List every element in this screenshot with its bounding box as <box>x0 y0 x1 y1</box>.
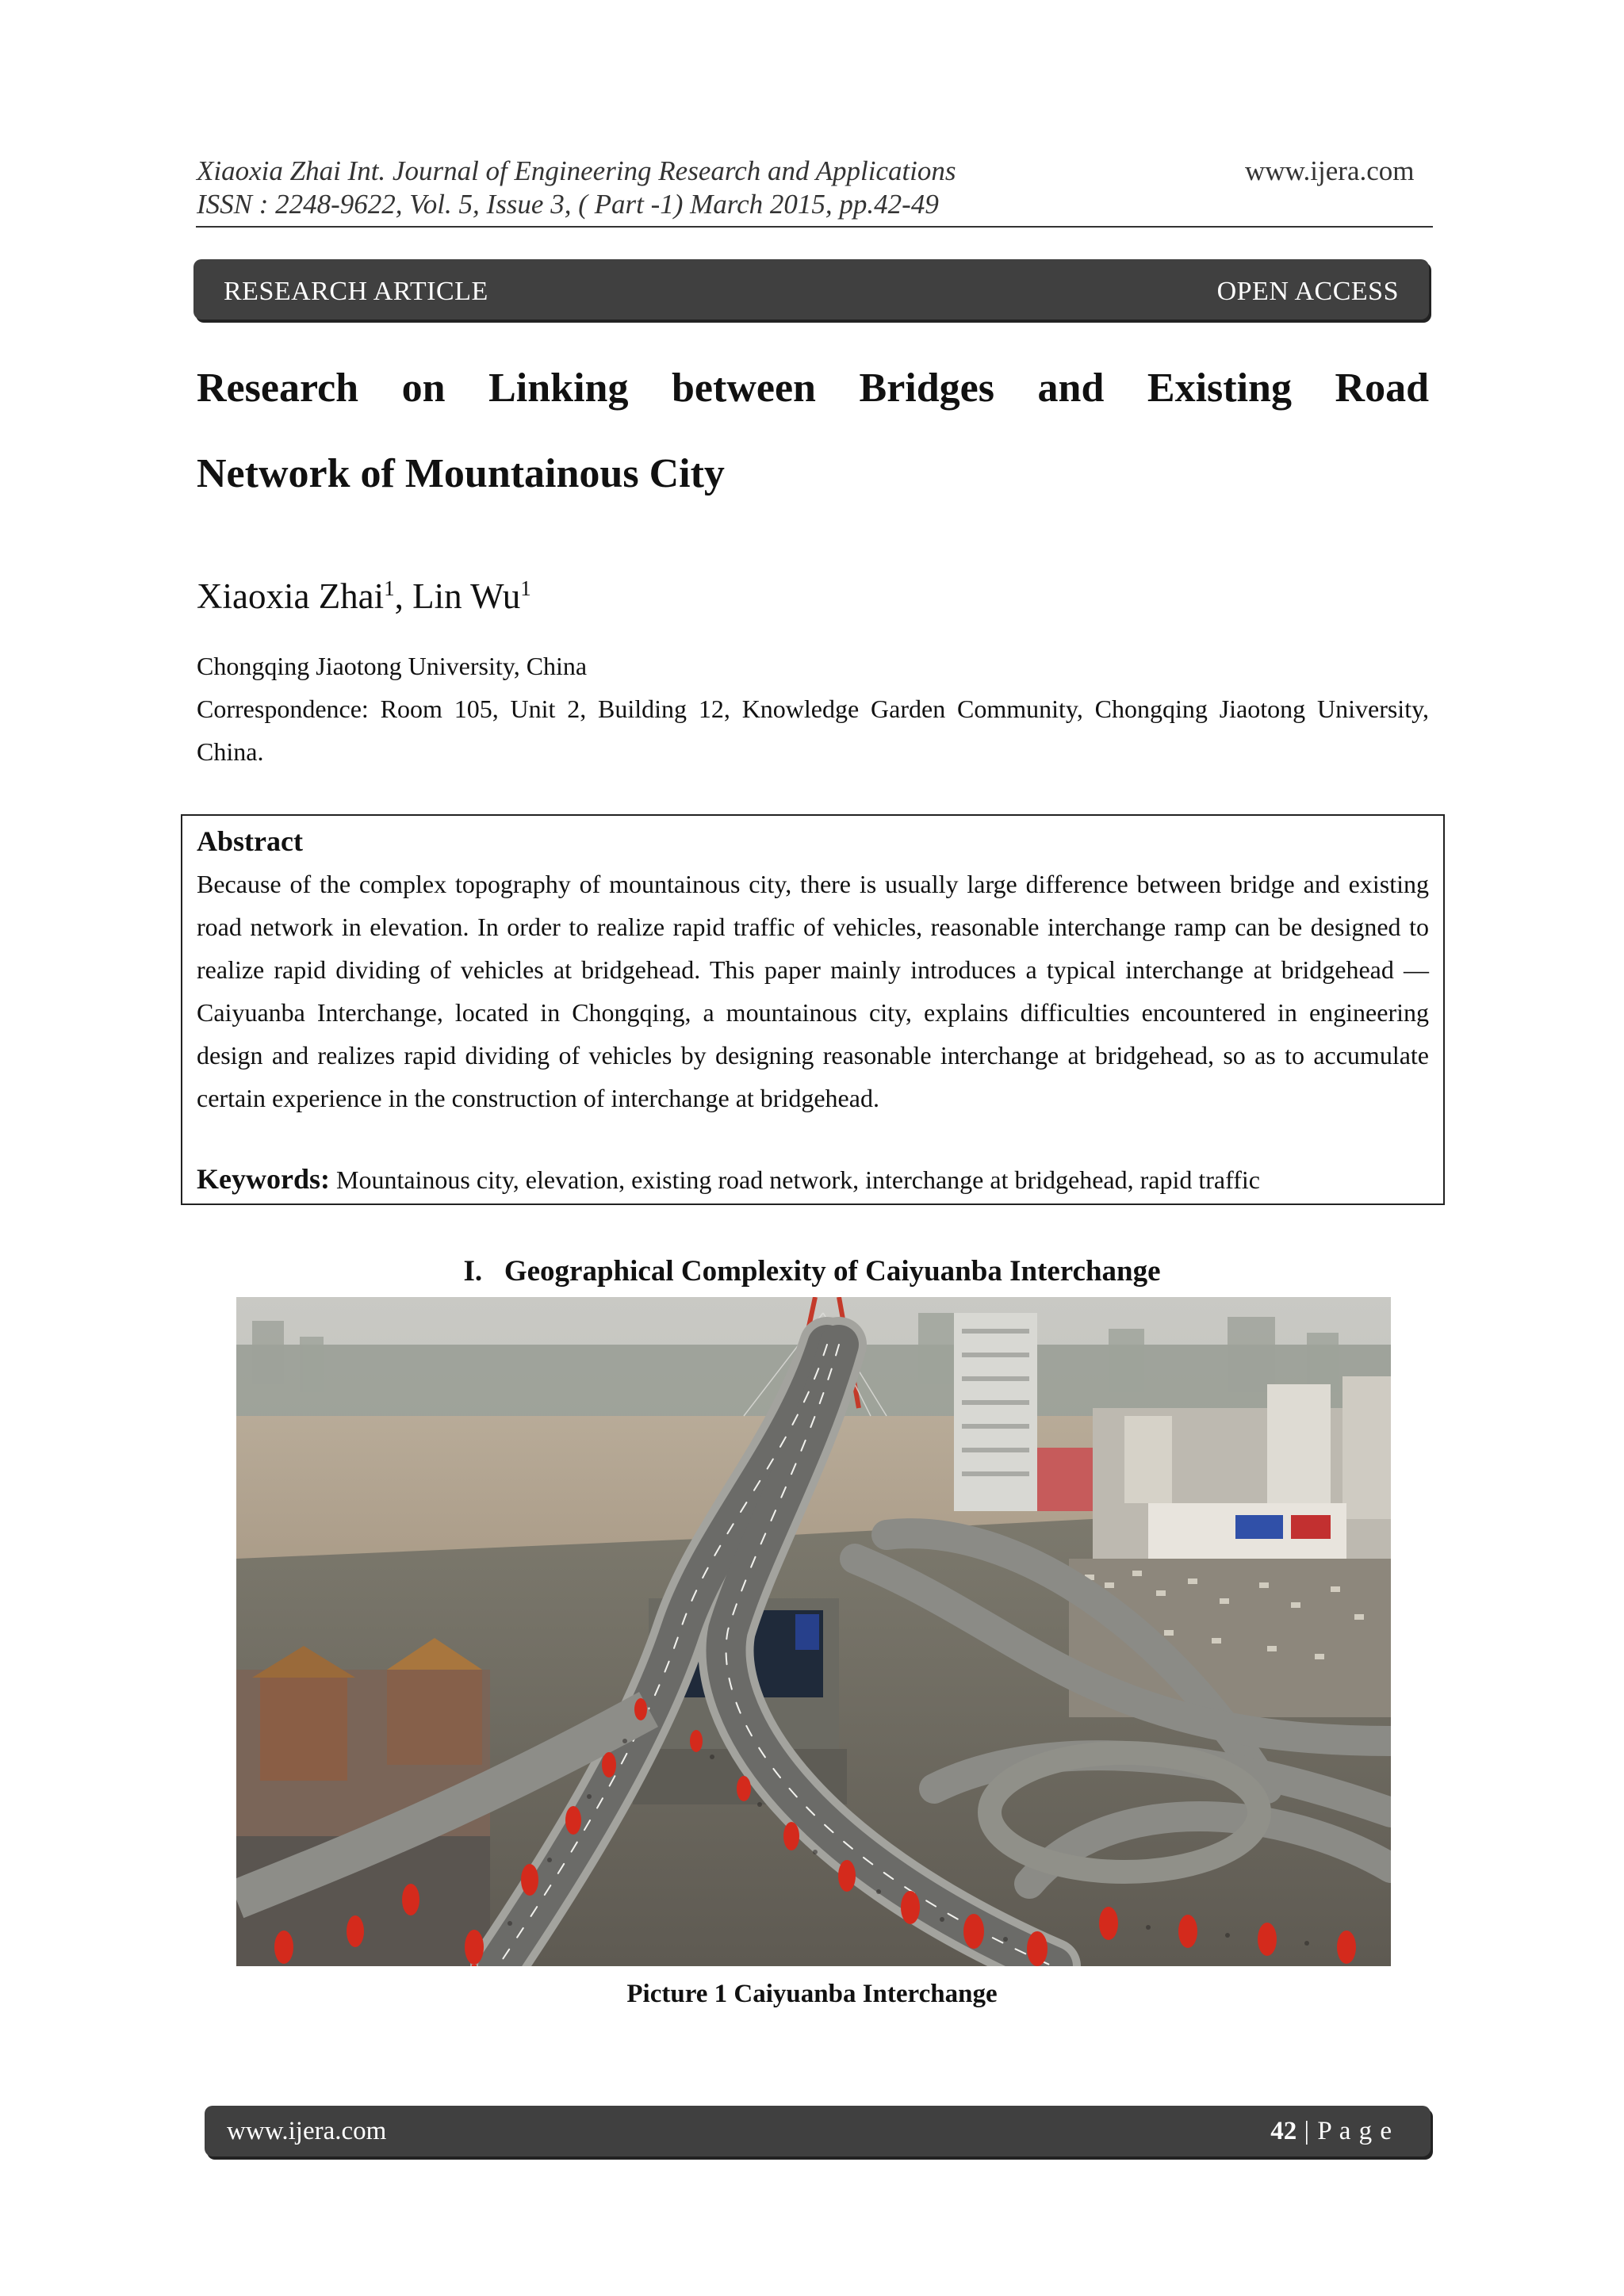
keywords-line <box>197 1162 1434 1196</box>
keywords-text: Mountainous city, elevation, existing road network, interchange at bridgehead, rapid traffic <box>329 1165 1260 1194</box>
abstract-heading: Abstract <box>197 825 303 857</box>
figure-caption: Picture 1 Caiyuanba Interchange <box>626 1980 998 2008</box>
header-site[interactable]: www.ijera.com <box>1245 155 1415 186</box>
billboard-text: VW <box>704 1646 748 1676</box>
institution: Chongqing Jiaotong University, China <box>197 652 588 680</box>
page-suffix: | P a g e <box>1297 2117 1392 2145</box>
journal-line: Xiaoxia Zhai Int. Journal of Engineering Research and Applications <box>197 155 956 186</box>
keywords-label: Keywords: <box>197 1163 330 1195</box>
footer-bar <box>205 2106 1431 2156</box>
paper-title-line-1: Research on Linking between Bridges and Existing Road <box>197 365 1429 411</box>
author-separator: , <box>394 576 413 616</box>
author-name: Xiaoxia Zhai <box>197 576 385 616</box>
correspondence: Correspondence: Room 105, Unit 2, Building 12, Knowledge Garden Community, Chongqing Jiaotong University, China. <box>197 695 1429 766</box>
interchange-photo <box>236 1297 1391 1966</box>
footer-site[interactable]: www.ijera.com <box>227 2117 387 2145</box>
issn-line: ISSN : 2248-9622, Vol. 5, Issue 3, ( Part -1) March 2015, pp.42-49 <box>197 189 939 220</box>
paper-title-line-2: Network of Mountainous City <box>197 451 725 496</box>
section-heading <box>0 1254 1624 1288</box>
page-indicator <box>1270 2117 1392 2146</box>
author-list <box>197 576 531 617</box>
article-type-bar <box>193 259 1429 320</box>
abstract-text: Because of the complex topography of mountainous city, there is usually large difference between bridge and existing road network in elevation. In order to realize rapid traffic of vehicles, reasonable interchange ramp can be designed to realize rapid dividing of vehicles at bridgehead. This paper mainly introduces a typical interchange at bridgehead — Caiyuanba Interchange, located in Chongqing, a mountainous city, explains difficulties encountered in engineering design and realizes rapid dividing of vehicles by designing reasonable interchange at bridgehead, so as to accumulate certain experience in the construction of interchange at bridgehead. <box>197 870 1429 1112</box>
header-rule <box>196 226 1433 228</box>
author-affiliation-mark: 1 <box>384 576 395 600</box>
page-number: 42 <box>1270 2117 1297 2145</box>
open-access-label: OPEN ACCESS <box>1216 277 1399 306</box>
section-number: I. <box>463 1255 483 1288</box>
author-name: Lin Wu <box>412 576 521 616</box>
section-title: Geographical Complexity of Caiyuanba Interchange <box>504 1255 1161 1288</box>
article-type-label: RESEARCH ARTICLE <box>224 277 488 306</box>
author-affiliation-mark: 1 <box>520 576 531 600</box>
